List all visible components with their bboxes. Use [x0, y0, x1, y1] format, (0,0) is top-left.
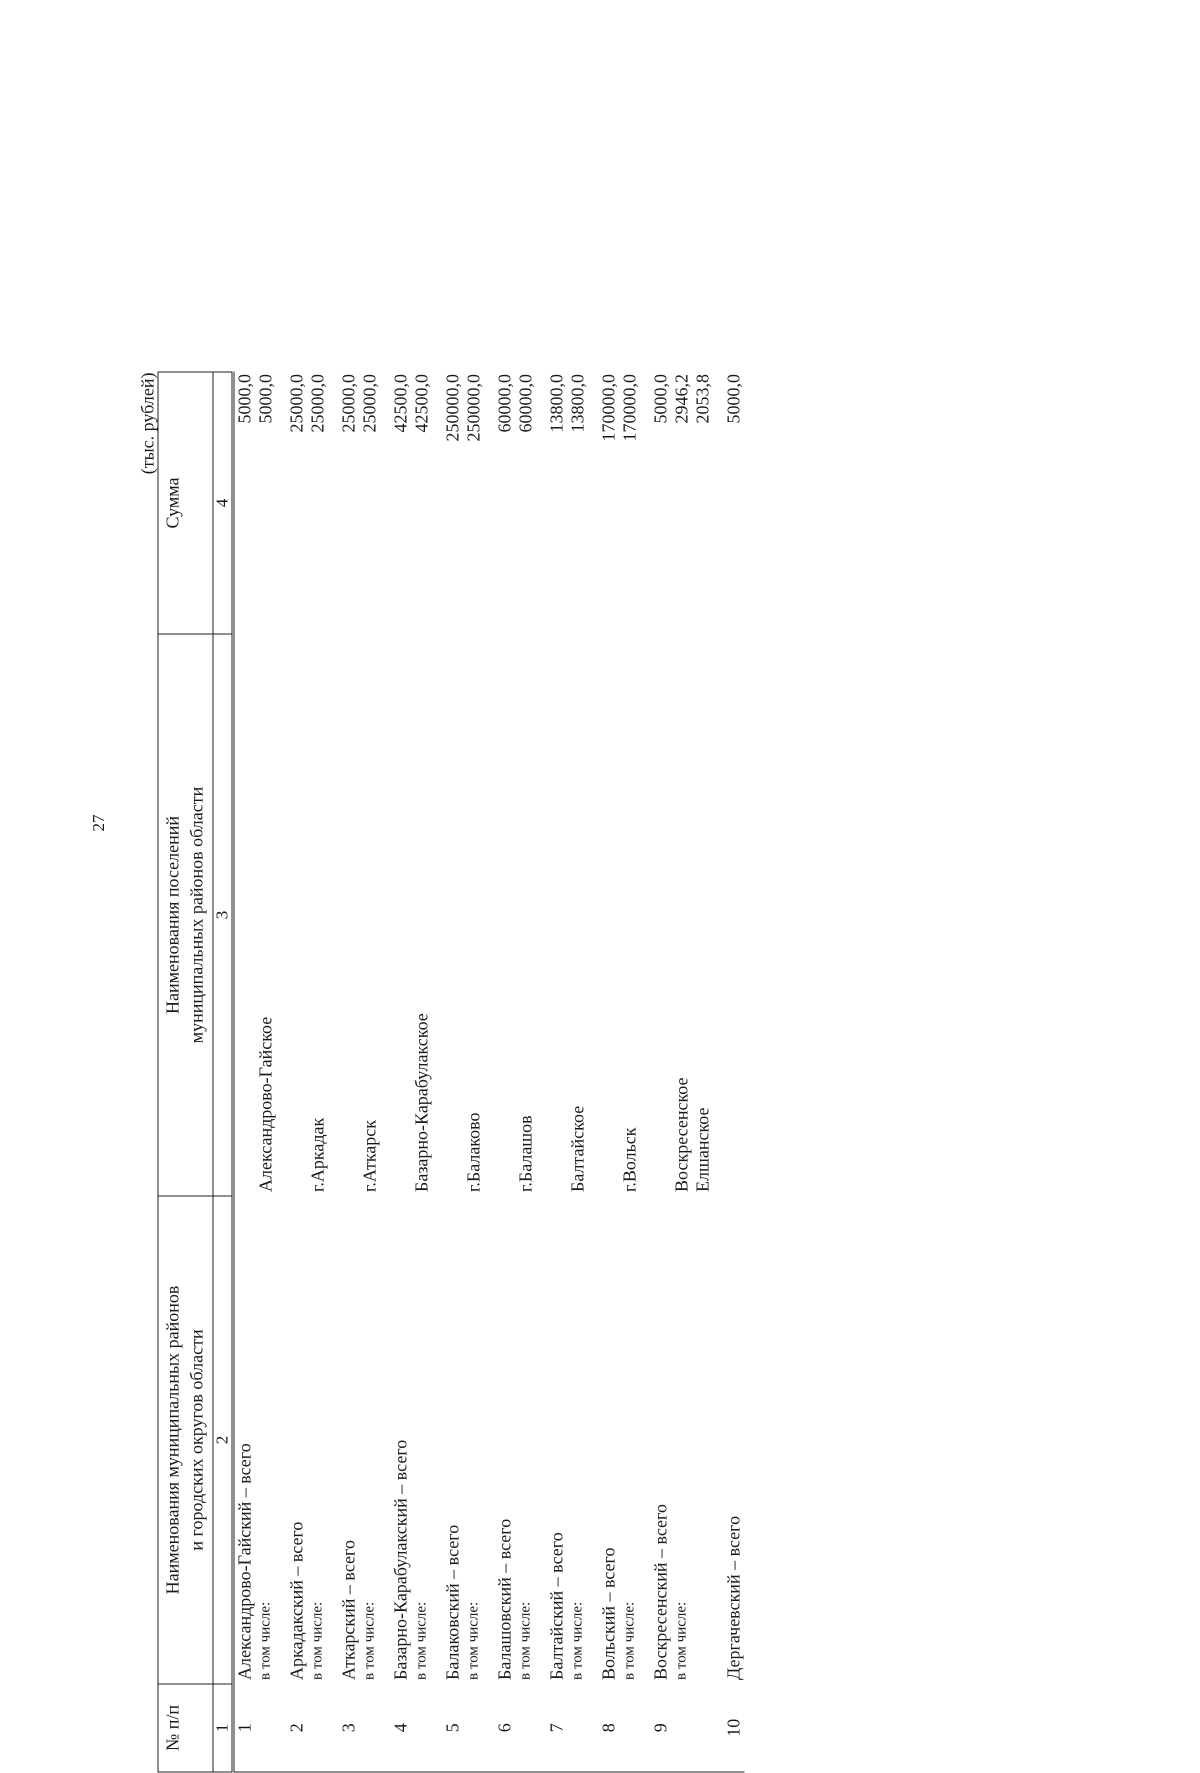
settlement-name: г.Аткарск	[359, 1119, 380, 1192]
header-districts	[158, 1196, 213, 1684]
row-number	[360, 1684, 381, 1772]
district-name: Дергачевский – всего	[723, 1515, 744, 1680]
allocation-table	[158, 372, 745, 1773]
gap-cell	[589, 1684, 599, 1772]
settlement-sum: 60000,0	[515, 374, 536, 433]
row-number: 2	[287, 1684, 308, 1772]
gap-cell	[537, 1196, 547, 1684]
settlement-row	[620, 372, 641, 1772]
row-gap	[485, 372, 495, 1772]
column-number: 3	[213, 634, 233, 1196]
gap-cell	[329, 634, 339, 1196]
settlement-sum: 42500,0	[411, 374, 432, 433]
settlement-name	[547, 634, 568, 1196]
header-districts-line2: и городских округов области	[186, 1329, 207, 1551]
column-number: 1	[213, 1684, 233, 1772]
row-number	[412, 1684, 433, 1772]
gap-cell	[485, 634, 495, 1196]
header-districts-line1: Наименования муниципальных районов	[162, 1285, 183, 1595]
including-label: в том числе:	[621, 1601, 638, 1680]
settlement-name: г.Аркадак	[307, 1117, 328, 1192]
gap-cell	[433, 634, 443, 1196]
gap-cell	[277, 1684, 287, 1772]
settlement-row	[568, 372, 589, 1772]
gap-cell	[714, 1196, 724, 1684]
row-number: 4	[391, 1684, 412, 1772]
settlement-name	[495, 634, 516, 1196]
gap-cell	[329, 1684, 339, 1772]
settlement-sum: 25000,0	[307, 374, 328, 433]
gap-cell	[714, 634, 724, 1196]
including-label: в том числе:	[257, 1601, 274, 1680]
gap-cell	[589, 1196, 599, 1684]
district-row	[599, 372, 620, 1772]
row-number: 1	[233, 1684, 256, 1772]
settlement-name	[287, 634, 308, 1196]
settlement-name	[724, 634, 745, 1196]
settlement-row	[693, 372, 714, 1772]
district-name: Воскресенский – всего	[650, 1504, 671, 1680]
row-gap	[537, 372, 547, 1772]
district-sum: 60000,0	[494, 374, 515, 433]
district-name: Аркадакский – всего	[286, 1521, 307, 1680]
settlement-row	[464, 372, 485, 1772]
settlement-name	[339, 634, 360, 1196]
including-label	[693, 1196, 714, 1684]
district-name: Базарно-Карабулакский – всего	[390, 1439, 411, 1680]
gap-cell	[641, 1684, 651, 1772]
row-gap	[277, 372, 287, 1772]
district-sum: 170000,0	[598, 374, 619, 442]
district-sum: 5000,0	[650, 374, 671, 424]
gap-cell	[381, 1684, 391, 1772]
settlement-row	[308, 372, 329, 1772]
settlement-row	[672, 372, 693, 1772]
row-number: 8	[599, 1684, 620, 1772]
gap-cell	[485, 372, 495, 634]
row-gap	[641, 372, 651, 1772]
gap-cell	[277, 372, 287, 634]
gap-cell	[641, 372, 651, 634]
district-sum: 5000,0	[723, 374, 744, 424]
header-settlements-line1: Наименования поселений	[162, 815, 183, 1015]
table-header-row	[158, 372, 213, 1772]
gap-cell	[714, 372, 724, 634]
gap-cell	[537, 1684, 547, 1772]
settlement-sum: 13800,0	[567, 374, 588, 433]
row-gap	[589, 372, 599, 1772]
settlement-name	[391, 634, 412, 1196]
header-settlements-line2: муниципальных районов области	[186, 786, 207, 1044]
district-row	[391, 372, 412, 1772]
settlement-name: Балтайское	[567, 1105, 588, 1192]
settlement-name	[233, 634, 256, 1196]
page-number: 27	[89, 814, 108, 832]
settlement-name: г.Балаково	[463, 1112, 484, 1192]
district-name: Александрово-Гайский – всего	[234, 1443, 255, 1680]
district-sum: 25000,0	[286, 374, 307, 433]
gap-cell	[433, 1684, 443, 1772]
column-number-row	[213, 372, 233, 1772]
settlement-name	[443, 634, 464, 1196]
gap-cell	[537, 634, 547, 1196]
district-row	[443, 372, 464, 1772]
including-label: в том числе:	[517, 1601, 534, 1680]
gap-cell	[589, 634, 599, 1196]
column-number: 2	[213, 1196, 233, 1684]
settlement-row	[360, 372, 381, 1772]
including-label: в том числе:	[361, 1601, 378, 1680]
gap-cell	[641, 1196, 651, 1684]
header-sum: Сумма	[158, 372, 213, 634]
district-name: Вольский – всего	[598, 1547, 619, 1680]
district-name: Балтайский – всего	[546, 1532, 567, 1680]
district-sum: 25000,0	[338, 374, 359, 433]
gap-cell	[485, 1684, 495, 1772]
header-settlements	[158, 634, 213, 1196]
row-number	[693, 1684, 714, 1772]
row-number	[516, 1684, 537, 1772]
gap-cell	[277, 1196, 287, 1684]
including-label: в том числе:	[413, 1601, 430, 1680]
row-number: 5	[443, 1684, 464, 1772]
settlement-sum: 2946,2	[671, 374, 692, 424]
gap-cell	[714, 1684, 724, 1772]
district-row	[339, 372, 360, 1772]
gap-cell	[381, 372, 391, 634]
settlement-sum: 170000,0	[619, 374, 640, 442]
row-gap	[714, 372, 724, 1772]
row-number: 9	[651, 1684, 672, 1772]
including-label: в том числе:	[465, 1601, 482, 1680]
district-row	[547, 372, 568, 1772]
district-row	[651, 372, 672, 1772]
settlement-row	[256, 372, 277, 1772]
district-name: Аткарский – всего	[338, 1540, 359, 1680]
row-number: 6	[495, 1684, 516, 1772]
settlement-sum: 25000,0	[359, 374, 380, 433]
including-label: в том числе:	[673, 1601, 690, 1680]
settlement-name: г.Вольск	[619, 1127, 640, 1192]
column-number: 4	[213, 372, 233, 634]
settlement-sum: 250000,0	[463, 374, 484, 442]
row-number	[568, 1684, 589, 1772]
district-row	[724, 372, 745, 1772]
settlement-sum: 5000,0	[255, 374, 276, 424]
row-number: 7	[547, 1684, 568, 1772]
gap-cell	[381, 1196, 391, 1684]
gap-cell	[329, 1196, 339, 1684]
settlement-row	[412, 372, 433, 1772]
row-number: 3	[339, 1684, 360, 1772]
row-gap	[381, 372, 391, 1772]
district-sum: 250000,0	[442, 374, 463, 442]
settlement-name: Елшанское	[692, 1107, 713, 1192]
district-sum: 42500,0	[390, 374, 411, 433]
gap-cell	[537, 372, 547, 634]
settlement-sum: 2053,8	[692, 374, 713, 424]
row-number	[620, 1684, 641, 1772]
district-row	[287, 372, 308, 1772]
settlement-name: Базарно-Карабулакское	[411, 1013, 432, 1192]
settlement-name: Воскресенское	[671, 1077, 692, 1192]
row-number	[672, 1684, 693, 1772]
row-number: 10	[724, 1684, 745, 1772]
table-body	[233, 372, 745, 1772]
district-name: Балаковский – всего	[442, 1524, 463, 1680]
row-number	[464, 1684, 485, 1772]
gap-cell	[433, 372, 443, 634]
district-row	[233, 372, 256, 1772]
gap-cell	[589, 372, 599, 634]
gap-cell	[485, 1196, 495, 1684]
gap-cell	[329, 372, 339, 634]
settlement-name: г.Балашов	[515, 1115, 536, 1192]
rotated-table-sheet	[138, 373, 1003, 1773]
row-number	[256, 1684, 277, 1772]
district-sum: 5000,0	[234, 374, 255, 424]
settlement-name	[651, 634, 672, 1196]
gap-cell	[381, 634, 391, 1196]
district-row	[495, 372, 516, 1772]
district-name: Балашовский – всего	[494, 1518, 515, 1680]
gap-cell	[641, 634, 651, 1196]
header-num: № п/п	[158, 1684, 213, 1772]
gap-cell	[277, 634, 287, 1196]
row-gap	[433, 372, 443, 1772]
including-label: в том числе:	[309, 1601, 326, 1680]
settlement-row	[516, 372, 537, 1772]
units-note: (тыс. рублей)	[137, 372, 158, 475]
gap-cell	[433, 1196, 443, 1684]
including-label: в том числе:	[569, 1601, 586, 1680]
row-number	[308, 1684, 329, 1772]
row-gap	[329, 372, 339, 1772]
district-sum: 13800,0	[546, 374, 567, 433]
settlement-name: Александрово-Гайское	[255, 1016, 276, 1192]
settlement-name	[599, 634, 620, 1196]
